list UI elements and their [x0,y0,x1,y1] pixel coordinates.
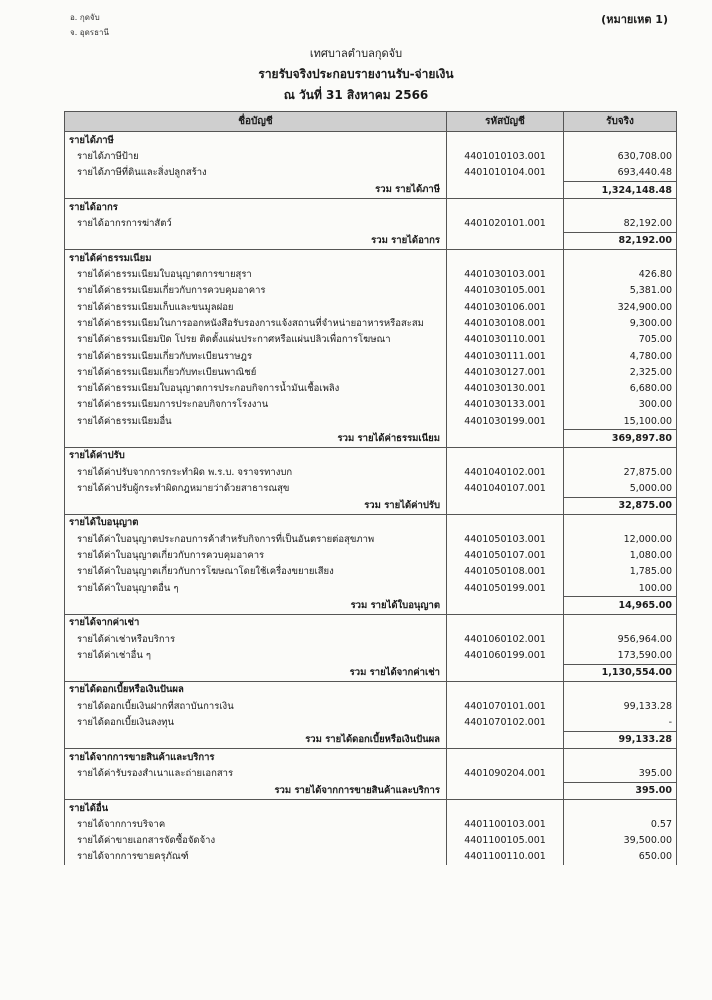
account-code: 4401030106.001 [447,299,564,315]
table-row [65,580,677,597]
account-code: 4401010103.001 [447,148,564,164]
account-code: 4401010104.001 [447,165,564,182]
category-title: รายได้ค่าธรรมเนียม [65,250,447,267]
column-header-account-name: ชื่อบัญชี [65,112,447,132]
amount-value: 324,900.00 [564,299,677,315]
empty-cell [447,497,564,514]
category-row [65,199,677,216]
table-row [65,698,677,714]
category-title: รายได้ดอกเบี้ยหรือเงินปันผล [65,681,447,698]
amount-value: 99,133.28 [564,698,677,714]
subtotal-value: 1,324,148.48 [564,181,677,198]
location-block [70,10,109,40]
category-row [65,514,677,531]
report-header [0,43,712,106]
table-row [65,849,677,865]
account-name: รายได้ภาษีที่ดินและสิ่งปลูกสร้าง [65,165,447,182]
subtotal-label: รวม รายได้ใบอนุญาต [65,597,447,614]
account-code: 4401030108.001 [447,315,564,331]
account-code: 4401100110.001 [447,849,564,865]
account-code: 4401070102.001 [447,714,564,731]
account-name: รายได้ค่าธรรมเนียมเกี่ยวกับทะเบียนพาณิชย์ [65,364,447,380]
subtotal-label: รวม รายได้ค่าปรับ [65,497,447,514]
amount-value: 705.00 [564,332,677,348]
account-code: 4401030130.001 [447,380,564,396]
category-title: รายได้อากร [65,199,447,216]
amount-value: - [564,714,677,731]
report-title: รายรับจริงประกอบรายงานรับ-จ่ายเงิน [258,67,454,81]
account-name: รายได้ค่าใบอนุญาตประกอบการค้าสำหรับกิจการที่เป็นอันตรายต่อสุขภาพ [65,531,447,547]
table-row [65,283,677,299]
column-header-account-code: รหัสบัญชี [447,112,564,132]
table-row [65,531,677,547]
account-name: รายได้ค่าธรรมเนียมใบอนุญาตการประกอบกิจการน้ำมันเชื้อเพลิง [65,380,447,396]
account-code: 4401030103.001 [447,266,564,282]
subtotal-row [65,782,677,799]
amount-value: 1,785.00 [564,564,677,580]
account-code: 4401030110.001 [447,332,564,348]
table-body [65,132,677,866]
subtotal-label: รวม รายได้ภาษี [65,181,447,198]
table-row [65,397,677,413]
account-code: 4401030111.001 [447,348,564,364]
empty-cell [564,447,677,464]
amount-value: 4,780.00 [564,348,677,364]
account-code: 4401040107.001 [447,480,564,497]
subtotal-label: รวม รายได้ดอกเบี้ยหรือเงินปันผล [65,731,447,748]
table-row [65,631,677,647]
account-name: รายได้ภาษีป้าย [65,148,447,164]
subtotal-label: รวม รายได้จากการขายสินค้าและบริการ [65,782,447,799]
table-row [65,165,677,182]
empty-cell [564,132,677,149]
empty-cell [447,132,564,149]
empty-cell [447,232,564,249]
account-code: 4401040102.001 [447,464,564,480]
amount-value: 82,192.00 [564,215,677,232]
empty-cell [447,799,564,816]
empty-cell [447,597,564,614]
account-code: 4401020101.001 [447,215,564,232]
account-name: รายได้ค่าใบอนุญาตอื่น ๆ [65,580,447,597]
account-code: 4401100105.001 [447,832,564,848]
amount-value: 1,080.00 [564,547,677,563]
account-name: รายได้ค่าเช่าอื่น ๆ [65,647,447,664]
category-row [65,799,677,816]
category-title: รายได้อื่น [65,799,447,816]
empty-cell [447,447,564,464]
organization-name: เทศบาลตำบลกุดจับ [309,47,403,60]
subtotal-row [65,181,677,198]
amount-value: 100.00 [564,580,677,597]
subtotal-value: 369,897.80 [564,430,677,447]
account-name: รายได้อากรการฆ่าสัตว์ [65,215,447,232]
category-title: รายได้ใบอนุญาต [65,514,447,531]
empty-cell [564,514,677,531]
account-code: 4401050108.001 [447,564,564,580]
amount-value: 9,300.00 [564,315,677,331]
account-name: รายได้ค่าใบอนุญาตเกี่ยวกับการควบคุมอาคาร [65,547,447,563]
table-row [65,348,677,364]
account-code: 4401030199.001 [447,413,564,430]
account-code: 4401030127.001 [447,364,564,380]
account-code: 4401050107.001 [447,547,564,563]
subtotal-value: 14,965.00 [564,597,677,614]
empty-cell [564,799,677,816]
account-name: รายได้ค่ารับรองสำเนาและถ่ายเอกสาร [65,765,447,782]
account-name: รายได้ค่าธรรมเนียมเกี่ยวกับการควบคุมอาคาร [65,283,447,299]
table-row [65,266,677,282]
account-name: รายได้ค่าขายเอกสารจัดซื้อจัดจ้าง [65,832,447,848]
table-row [65,380,677,396]
amount-value: 956,964.00 [564,631,677,647]
empty-cell [564,250,677,267]
account-name: รายได้ค่าธรรมเนียมใบอนุญาตการขายสุรา [65,266,447,282]
amount-value: 0.57 [564,816,677,832]
amount-value: 300.00 [564,397,677,413]
table-row [65,464,677,480]
table-row [65,832,677,848]
account-name: รายได้ค่าธรรมเนียมการประกอบกิจการโรงงาน [65,397,447,413]
table-row [65,315,677,331]
account-name: รายได้ค่าเช่าหรือบริการ [65,631,447,647]
amount-value: 630,708.00 [564,148,677,164]
category-title: รายได้จากค่าเช่า [65,614,447,631]
subtotal-row [65,497,677,514]
account-code: 4401050103.001 [447,531,564,547]
account-code: 4401100103.001 [447,816,564,832]
account-name: รายได้จากการบริจาค [65,816,447,832]
subtotal-label: รวม รายได้ค่าธรรมเนียม [65,430,447,447]
empty-cell [447,664,564,681]
category-row [65,447,677,464]
empty-cell [447,250,564,267]
category-title: รายได้ค่าปรับ [65,447,447,464]
category-title: รายได้ภาษี [65,132,447,149]
account-name: รายได้ดอกเบี้ยเงินฝากที่สถาบันการเงิน [65,698,447,714]
category-row [65,614,677,631]
table-row [65,647,677,664]
subtotal-value: 99,133.28 [564,731,677,748]
empty-cell [447,181,564,198]
amount-value: 39,500.00 [564,832,677,848]
account-name: รายได้ค่าธรรมเนียมอื่น [65,413,447,430]
amount-value: 2,325.00 [564,364,677,380]
empty-cell [447,731,564,748]
account-name: รายได้ดอกเบี้ยเงินลงทุน [65,714,447,731]
subtotal-row [65,731,677,748]
amount-value: 693,440.48 [564,165,677,182]
report-date: ณ วันที่ 31 สิงหาคม 2566 [283,88,429,102]
account-code: 4401060102.001 [447,631,564,647]
account-name: รายได้ค่าธรรมเนียมเกี่ยวกับทะเบียนราษฎร [65,348,447,364]
table-row [65,816,677,832]
district-label: อ. กุดจับ [70,13,100,22]
subtotal-row [65,597,677,614]
table-row [65,364,677,380]
empty-cell [564,199,677,216]
amount-value: 5,000.00 [564,480,677,497]
table-row [65,564,677,580]
empty-cell [564,748,677,765]
column-header-amount: รับจริง [564,112,677,132]
subtotal-value: 32,875.00 [564,497,677,514]
category-title: รายได้จากการขายสินค้าและบริการ [65,748,447,765]
table-row [65,148,677,164]
table-row [65,547,677,563]
table-row [65,299,677,315]
account-name: รายได้ค่าใบอนุญาตเกี่ยวกับการโฆษณาโดยใช้เครื่องขยายเสียง [65,564,447,580]
subtotal-row [65,664,677,681]
empty-cell [447,614,564,631]
account-code: 4401090204.001 [447,765,564,782]
account-name: รายได้ค่าธรรมเนียมในการออกหนังสือรับรองการแจ้งสถานที่จำหน่ายอาหารหรือสะสม [65,315,447,331]
amount-value: 12,000.00 [564,531,677,547]
empty-cell [447,748,564,765]
amount-value: 5,381.00 [564,283,677,299]
empty-cell [447,430,564,447]
amount-value: 6,680.00 [564,380,677,396]
province-label: จ. อุดรธานี [70,28,109,37]
account-code: 4401030133.001 [447,397,564,413]
table-row [65,480,677,497]
account-name: รายได้จากการขายครุภัณฑ์ [65,849,447,865]
account-code: 4401050199.001 [447,580,564,597]
amount-value: 650.00 [564,849,677,865]
empty-cell [447,681,564,698]
amount-value: 395.00 [564,765,677,782]
table-row [65,332,677,348]
category-row [65,132,677,149]
subtotal-row [65,232,677,249]
subtotal-value: 1,130,554.00 [564,664,677,681]
subtotal-label: รวม รายได้อากร [65,232,447,249]
amount-value: 426.80 [564,266,677,282]
account-name: รายได้ค่าปรับจากการกระทำผิด พ.ร.บ. จราจรทางบก [65,464,447,480]
empty-cell [564,681,677,698]
note-reference: (หมายเหต 1) [601,13,668,26]
table-row [65,765,677,782]
subtotal-value: 395.00 [564,782,677,799]
category-row [65,681,677,698]
table-row [65,215,677,232]
category-row [65,250,677,267]
subtotal-row [65,430,677,447]
subtotal-value: 82,192.00 [564,232,677,249]
table-row [65,413,677,430]
amount-value: 173,590.00 [564,647,677,664]
table-row [65,714,677,731]
table-header-row [65,112,677,132]
empty-cell [447,514,564,531]
account-name: รายได้ค่าปรับผู้กระทำผิดกฎหมายว่าด้วยสาธารณสุข [65,480,447,497]
amount-value: 15,100.00 [564,413,677,430]
account-code: 4401060199.001 [447,647,564,664]
empty-cell [447,782,564,799]
category-row [65,748,677,765]
account-code: 4401030105.001 [447,283,564,299]
subtotal-label: รวม รายได้จากค่าเช่า [65,664,447,681]
account-name: รายได้ค่าธรรมเนียมเก็บและขนมูลฝอย [65,299,447,315]
amount-value: 27,875.00 [564,464,677,480]
account-code: 4401070101.001 [447,698,564,714]
empty-cell [447,199,564,216]
account-name: รายได้ค่าธรรมเนียมปิด โปรย ติดตั้งแผ่นประกาศหรือแผ่นปลิวเพื่อการโฆษณา [65,332,447,348]
revenue-table [64,111,677,865]
empty-cell [564,614,677,631]
